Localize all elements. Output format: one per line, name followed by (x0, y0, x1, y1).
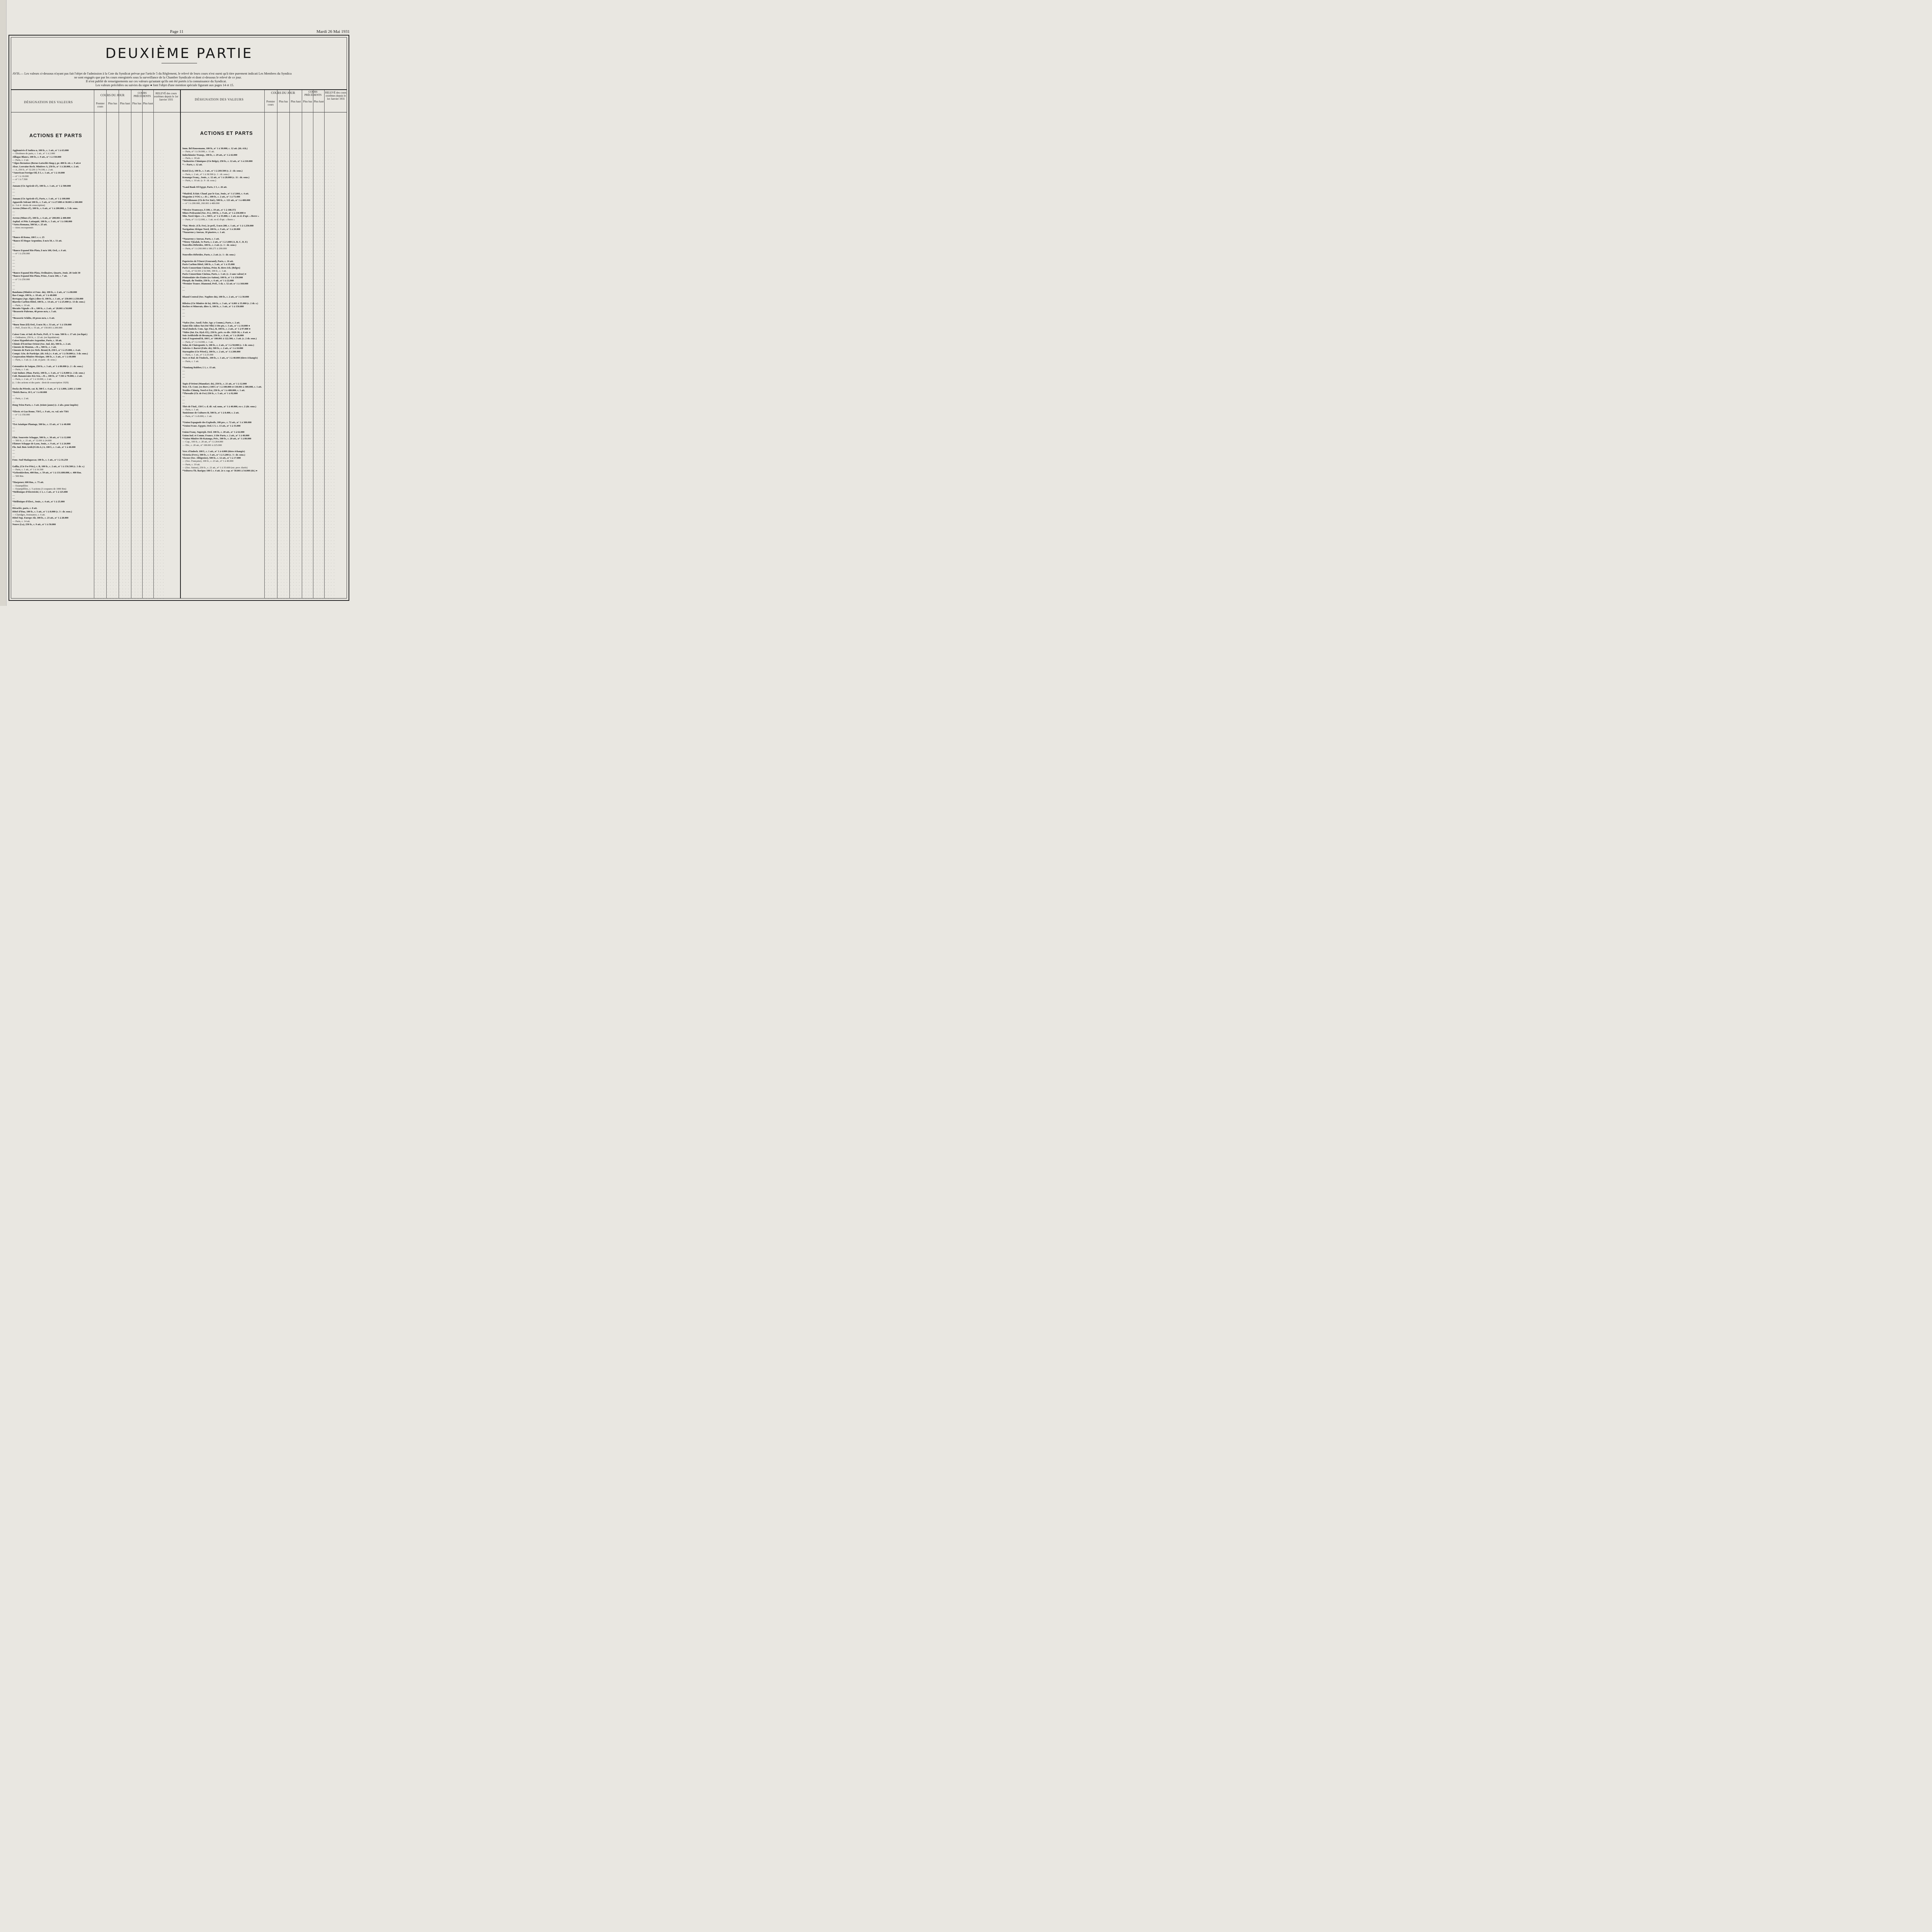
listing-row: — (12, 246, 15, 249)
listing-row: — (182, 373, 185, 376)
listing-row: *Electr. et Gaz Rome, 750 l., c. 9 att., ex. val. née 7501 (12, 410, 69, 413)
section-title-right: ACTIONS ET PARTS (200, 131, 253, 136)
listing-row: — titres recoupennés (12, 226, 34, 230)
listing-row: Hôtel Sup. Europe Alt, 100 fr., c. 23 att., n° 1 à 28.000 (12, 517, 68, 520)
listing-row: Caisse Hypothécaire Argentine, Parts, c. 18 att. (12, 339, 62, 342)
listing-row (182, 257, 264, 260)
cours-du-jour-header: COURS DU JOUR (100, 94, 125, 97)
listing-row: Thés de l'Ind., 150 f. s. d. dé. val. nom., n° 1 à 40.000, ex-c. 2 (dr. sous.) (182, 405, 257, 408)
notice-line: AVIS.— Les valeurs ci-dessous n'ayant pas fait l'objet de l'admission à la Cote du Syndicat prévue par l'article 5 du Règlement, le relevé de leurs cours n'est ourni qu'à titre purement indicati Les Membres du Syndica (12, 72, 292, 75)
listing-row (12, 384, 94, 388)
listing-row: — (182, 289, 185, 292)
listing-row: — (182, 311, 185, 315)
cours-precedents-header-right: COURS PRÉCÉDENTS (304, 90, 322, 97)
dot-leader: · · · · · · · · · · · · · · · · · · · · · · · · · · · · · · · · · · · · · · · · · · · · · · · · · · · · · · · · · · · · · · · · · · · · · · · · · · · · · · · · · · · · · · · · · · · · · · · · · · · · · · · · · · · · · · · · · · · · · · · · · · · · · · · · · · · · · · · · · · · · · · · · · · · · · · · · · · · · · · · · · · · · · · · · · · · · · · · · · · · · · · · · · · · · · · · · · · · · · · · · · · · · · · · · · · · · · · · · · · · · · · · · · · · · · · · · · · · · · · · · · · · · · · · · · · · · · · · · · · · · · · · · · · · · · · · · · · · · · · · · · · · · · · · · · · · · · · · · · · · · · · · · · · · · · · · · · · · · · · · · · · · · · · · · · · · · · · · · · · · · · · · · · · · · · · · · · · · · · · · · · · · · · · · · · · · · · · · · · · · · · · · · · · · · · · · · · · · · · · · · · · · · · · · · · · · · · · · · · · · · · · · · · · · · · · · · · · · · · · · · · · · · · · · · · · · · · · · · · · · · · · · · · · · · · · · · · · · · · · · · · · · · · · · · · · · · · · · · · · · · · · · · · · · · · · · · · · · · · · · · · · · · · · · · · · · · · · · · · · · · · · · · · · · · · · · · · · · · · · · · (303, 150, 313, 600)
notice-block (12, 72, 347, 87)
listing-row: Gallia, (Cie Fse Pétr.), c. B, 100 fr., c. 2 att., n° 1 à 156.500 (c. 1 dr. s.) (12, 465, 85, 468)
listing-row: — Parts, n° 1 à 12.000, c. 1 att. ex-d. d'opt. « Berre » (182, 218, 235, 221)
binding-margin (0, 0, 7, 606)
listing-row: Soie Artificielle de Besançon, 250 fr., c. 8 att., n° 1 à 28.000 (182, 334, 244, 337)
listing-row: Solar, de Clairegoutte A, 100 fr., c. 2 att., n° 1 à 50.000 (c. 1 dr. sous.) (182, 344, 254, 347)
issue-date: Mardi 26 Mai 1931 (316, 29, 350, 34)
listing-row: Mines Pedrazzini (Soc. Fr.), 100 fr., c. 9 att., n° 1 à 230.000 ● (182, 211, 246, 214)
dot-leader: · · · · · · · · · · · · · · · · · · · · · · · · · · · · · · · · · · · · · · · · · · · · · · · · · · · · · · · · · · · · · · · · · · · · · · · · · · · · · · · · · · · · · · · · · · · · · · · · · · · · · · · · · · · · · · · · · · · · · · · · · · · · · · · · · · · · · · · · · · · · · · · · · · · · · · · · · · · · · · · · · · · · · · · · · · · · · · · · · · · · · · · · · · · · · · · · · · · · · · · · · · · · · · · · · · · · · · · · · · · · · · · · · · · · · · · · · · · · · · · · · · · · · · · · · · · · · · · · · · · · · · · · · · · · · · · · · · · · · · · · · · · · · · · · · · · · · · · · · · · · · · · · · · · · · · · · · · · · · · · · · · · · · · · · · · · · · · · · · · · · · · · · · · · · · · · · · · · · · · · · · · · · · · · · · · · · · · · · · · · · · · · · · · · · · · · · · · · · · · · · · · · · · · · · · · · · · · · · · · · · · · · · · · · · · · · · · · · · · · · · · · · · · · · · · · · · · · · · · · · · · · · · · · · · · · · · · · · · · · · · · · · · · · · · · · · · · · · · · · · · · · · · · · · · · · · · · · · · · · · · · · · · · · · · · · · · · · · · · · · · · · · · · · · · · · · · · · · · · · · · (119, 150, 130, 600)
listing-row: — (182, 376, 185, 379)
listing-row: *Banco Espanol Rio Plata, $ m/n 100, Ord., c. 6 att. (12, 249, 66, 252)
listing-row: Starnaphte (Cie Pétrol.), 100 fr., c. 2 att., n° 1 à 200.000 (182, 350, 241, 353)
dot-leader: · · · · · · · · · · · · · · · · · · · · · · · · · · · · · · · · · · · · · · · · · · · · · · · · · · · · · · · · · · · · · · · · · · · · · · · · · · · · · · · · · · · · · · · · · · · · · · · · · · · · · · · · · · · · · · · · · · · · · · · · · · · · · · · · · · · · · · · · · · · · · · · · · · · · · · · · · · · · · · · · · · · · · · · · · · · · · · · · · · · · · · · · · · · · · · · · · · · · · · · · · · · · · · · · · · · · · · · · · · · · · · · · · · · · · · · · · · · · · · · · · · · · · · · · · · · · · · · · · · · · · · · · · · · · · · · · · · · · · · · · · · · · · · · · · · · · · · · · · · · · · · · · · · · · · · · · · · · · · · · · · · · · · · · · · · · · · · · · · · · · · · · · · · · · · · · · · · · · · · · · · · · · · · · · · · · · · · · · · · · · · · · · · · · · · · · · · · · · · · · · · · · · · · · · · · · · · · · · · · · · · · · · · · · · · · · · · · · · · · · · · · · · · · · · · · · · · · · · · · · · · · · · · · · · · · · · · · · · · · · · · · · · · · · · · · · · · · · · · · · · · · · · · · · · · · · · · · · · · · · · · · · · · · · · · · · · · · · · · · · · · · · · · · · · · · · · · · · · · · · · (290, 150, 301, 600)
listing-row: *Alpes Bernoises (Berne-Lœtschb-Simp.), pr. 400 fr. ett. c. 9 att.● (12, 162, 81, 165)
listing-row: — (182, 308, 185, 311)
releve-header-right: RELEVÉ des cours extrêmes depuis le 1er Janvier 1931 (325, 91, 347, 100)
listing-row: — Parts, c. 2 att. (12, 159, 29, 162)
listing-row: *Méridionaux (Ch de Fer Ital.), 500 fr., c. 121 att., n° 1 à 480.000 (182, 199, 250, 202)
listing-row: — (182, 286, 185, 289)
listing-row: — Parts, n° 1 à 8.000, c. 1 att. (182, 415, 212, 418)
designation-header-right: DÉSIGNATION DES VALEURS (195, 97, 244, 101)
listing-row (12, 407, 94, 410)
dot-leader: · · · · · · · · · · · · · · · · · · · · · · · · · · · · · · · · · · · · · · · · · · · · · · · · · · · · · · · · · · · · · · · · · · · · · · · · · · · · · · · · · · · · · · · · · · · · · · · · · · · · · · · · · · · · · · · · · · · · · · · · · · · · · · · · · · · · · · · · · · · · · · · · · · · · · · · · · · · · · · · · · · · · · · · · · · · · · · · · · · · · · · · · · · · · · · · · · · · · · · · · · · · · · · · · · · · · · · · · · · · · · · · · · · · · · · · · · · · · · · · · · · · · · · · · · · · · · · · · · · · · · · · · · · · · · · · · · · · · · · · · · · · · · · · · · · · · · · · · · · · · · · · · · · · · · · · · · · · · · · · · · · · · · · · · · · · · · · · · · · · · · · · · · · · · · · · · · · · · · · · · · · · · · · · · · · · · · · · · · · · · · · · · · · · · · · · · · · · · · · · · · · · · · · · · · · · · · · · · · · · · · · · · · · · · · · · · · · · · · · · · · · · · · · · · · · · · · · · · · · · · · · · · · · · · · · · · · · · · · · · · · · · · · · · · · · · · · · · · · · · · · · · · · · · · · · · · · · · · · · · · · · · · · · · · · · · · · · · · · · · · · · · · · · · · · · · · · · · · · · · · (95, 150, 105, 600)
listing-row: *Buen Tono (El) Ord., $ m/n 50, c. 53 att., n° 1 à 150.000 (12, 323, 72, 326)
listing-row: Verr. d'Indoch. 100 f., c. 1 att., n° 1 à 4.000 (titres échangés) (182, 450, 245, 453)
notice-line: Il n'est publié de renseignements sur ces valeurs qu'autant qu'ils ont été portés à la connaissance du Syndicat. (86, 80, 227, 83)
listing-row (12, 478, 94, 481)
listing-row: *Industries Chimiques (Cie Belge), 250 fr., c. 12 att., n° 1 à 210.000 (182, 160, 253, 163)
listing-row: — Parts, n° 1 à 260.000 à 180.271 à 290.000 (182, 247, 227, 250)
listing-row: — (182, 427, 185, 430)
listing-row: Asphal. et Pétr. Lattaquié, 100 fr., c. 5 att., n° 1 à 108.000 (12, 220, 72, 223)
listing-row (182, 205, 264, 208)
listing-row: — (12, 420, 15, 423)
listing-row: Phosph. du Tonkin, 250 fr., c. 6 att., n° 1 à 22.000 (182, 279, 234, 282)
listing-row: *Est Asiatique Plantage, 500 kr., c. 15 att., n° 1 à 40.000 (12, 423, 71, 426)
listing-row: Cuir Indust. (Man. Paris), 100 fr., c. 3 att., n° 1 à 8.000 (c. 2 dr. sous.) (12, 371, 85, 374)
listing-row: *Nieuw Tjisalak, 5e Parts, c. 2 att., n° 1 à 3.000 (A, B, C, D, E) (182, 240, 248, 243)
listing-row: *Nat. Mexic. (Ch. Fer), 2e préf., $ m/n 200, c. 1 att., n° 1 à 1.250.000 (182, 224, 254, 228)
listing-row: Victoria (Ferr.), 500 fr., c. 5 att., n° 1 à 3.200 (c. 3 : dr. sous.) (182, 453, 245, 456)
listing-row: — (12, 281, 15, 284)
listing-row: — (12, 287, 15, 291)
listing-row: — n° 1 à 150.000 (12, 413, 30, 417)
listing-row: — (12, 429, 15, 432)
listing-row (182, 167, 264, 170)
listing-row: Kotol (Le), 100 fr., c. 3 att., n° 1 à 269.500 (c. 2 : dr. sous.) (182, 170, 243, 173)
listing-row: — Parts, c. 1 att. (182, 408, 199, 411)
listing-row (182, 292, 264, 295)
prec-plus-haut-header-right: Plus haut (314, 100, 324, 103)
listing-row (182, 250, 264, 253)
col-rule (106, 90, 107, 599)
listing-row: *Union Franc. Egypte, Ord. £ 5. c. 13 att., n° 1 à 35.000 (182, 424, 241, 427)
listing-row: Corporation Minière Mexique, 100 fr., c. 3 att., n° 1 à 60.000 (12, 355, 76, 358)
listing-row (182, 183, 264, 186)
listing-row: *Thessalie (Ch. de Fer) 250 fr., c. 5 att., n° 1 à 92.000 (182, 392, 238, 395)
listing-row: — (182, 395, 185, 398)
designation-header: DÉSIGNATION DES VALEURS (24, 100, 73, 104)
listing-row: Imm. Bd Haussmann, 100 fr., n° 1 à 30.000, c. 12 att. (tit. éch.) (182, 147, 248, 150)
listing-row: Nouvelles-Hébrides, Parts, c. 2 att. (c. 1 : dr. sous.) (182, 253, 235, 257)
listing-row: — (12, 449, 15, 452)
notice-line: Les valeurs précédées ou suivies du signe ● font l'objet d'une mention spéciale figurant aux pages 14 et 15. (95, 83, 234, 87)
prec-plus-bas-header: Plus bas (132, 102, 141, 105)
listing-row: Tunisienne de Cultures B, 500 fr., n° 1 à 8.400, c. 2 att. (182, 412, 240, 415)
page-title: DEUXIÈME PARTIE (105, 46, 253, 61)
listing-row (182, 318, 264, 321)
listing-row (182, 418, 264, 421)
listing-row: (c. 3 et 4 : droits de souscription) (12, 204, 45, 207)
listing-row: — (12, 213, 15, 216)
listing-row: — Parts, c. 19 att. (182, 463, 200, 466)
listing-row: Nouvelles-Hébrides, 100 fr., c. 2 att. (c. 1 : dr. sous.) (182, 244, 236, 247)
listing-row: — Parts, c. 18 att. (182, 157, 200, 160)
listing-row: — Parts, c. 2 att., n° 1 à 38.500 (c. 1 : dr. sous.) (182, 173, 230, 176)
listing-row: — (182, 369, 185, 372)
listing-row (12, 433, 94, 436)
col-rule (142, 90, 143, 599)
listing-row: Min. Nord Alpes « A », 500 f., n° 1 à 35.000, c. 1 att. ex-d. d'opt. « Berre » (182, 215, 259, 218)
listing-row: — (12, 455, 15, 458)
listing-row: Bertagna (Agr. Algér.) dites O, 100 fr., c. 1 att., n° 250.001 à 250.000 (12, 297, 83, 300)
listing-row: — (12, 255, 15, 259)
col-rule (153, 90, 154, 599)
listing-row: — (12, 242, 15, 245)
listing-row: Paris-Consortium Cinéma, Prior. B, titres éch. (Belges) (182, 266, 240, 269)
listing-row: — Parts, c. 1 att., n° 1 à 16.500 (12, 468, 44, 471)
listing-row: Soie d'Argenteuil B, 100 f., n° 100.001 à 122.500, c. 3 att. (c. 2 dr. sous.) (182, 337, 257, 340)
listing-row: — n° 3 à 250.000 (12, 278, 30, 281)
listing-row: Rhand Central (Soc. Naphtes du), 100 fr., c. 2 att., n° 1 à 30.000 (182, 295, 249, 298)
listing-row (12, 330, 94, 333)
listing-row: — (Soc. Française), 100 fr., c. 23 att., n° 1 à 40.000 (182, 460, 233, 463)
col-rule (289, 90, 290, 599)
listing-row: *Nazareno y Anexas, 10 piastres, c. 1 att. (182, 231, 225, 234)
dot-leader: · · · · · · · · · · · · · · · · · · · · · · · · · · · · · · · · · · · · · · · · · · · · · · · · · · · · · · · · · · · · · · · · · · · · · · · · · · · · · · · · · · · · · · · · · · · · · · · · · · · · · · · · · · · · · · · · · · · · · · · · · · · · · · · · · · · · · · · · · · · · · · · · · · · · · · · · · · · · · · · · · · · · · · · · · · · · · · · · · · · · · · · · · · · · · · · · · · · · · · · · · · · · · · · · · · · · · · · · · · · · · · · · · · · · · · · · · · · · · · · · · · · · · · · · · · · · · · · · · · · · · · · · · · · · · · · · · · · · · · · · · · · · · · · · · · · · · · · · · · · · · · · · · · · · · · · · · · · · · · · · · · · · · · · · · · · · · · · · · · · · · · · · · · · · · · · · · · · · · · · · · · · · · · · · · · · · · · · · · · · · · · · · · · · · · · · · · · · · · · · · · · · · · · · · · · · · · · · · · · · · · · · · · · · · · · · · · · · · · · · · · · · · · · · · · · · · · · · · · · · · · · · · · · · · · · · · · · · · · · · · · · · · · · · · · · · · · · · · · · · · · · · · · · · · · · · · · · · · · · · · · · · · · · · · · · · · · · · · · · · · · · · · · · · · · · · · · · · · · · · · (278, 150, 288, 600)
listing-row: — (12, 194, 15, 197)
listing-row: Arrens (Mines d'), 100 fr., c. 6 att., n° 200.001 à 400.000 (12, 217, 71, 220)
listing-row: *Banco Espanol Rio Plata, Prior., $ m/n 100, c. 7 att. (12, 275, 68, 278)
listing-row: *American Foreign Oil, $ 5, c. 1 att., n° 1 à 10.000 (12, 172, 65, 175)
listing-row: Tapis d'Orient (Manufact. de), 250 fr., c. 21 att., n° 1 à 12.000 (182, 383, 247, 386)
listing-row: Bandama (Minière et Fonc. du), 100 fr., c. 2 att., n° 1 à 88.000 (12, 291, 77, 294)
listing-row: — 500 fr., c. 21 att., n° 12.001 à 24.000 (12, 439, 52, 442)
listing-row: Annam (Cie Agricole d'), Parts, c. 1 att., n° 1 à 100.000 (12, 197, 70, 201)
listing-row: Ciments de Monton, « B », 500 fr., c. 1 att. (12, 345, 57, 349)
listing-row: — Ordinaires, 250 fr., c. 22 att. (en liquidation) (12, 336, 60, 339)
listing-row (182, 221, 264, 224)
listing-row: — (12, 259, 15, 262)
listing-row: — (12, 268, 15, 271)
listing-row: Agglomérés d'Anthra n, 100 fr., c. 1 att., n° 1 à 63.000 (12, 149, 69, 152)
listing-row: Ciments de Paris (ex-Web. Bront) B, 250 f., n° 1 à 25.000, c. 4 att. (12, 349, 81, 352)
prec-plus-bas-header-right: Plus bas (303, 100, 312, 103)
listing-row: Union Ind. et Comm. France, 1/10e Parts, c. 2 att., n° 1 à 40.000 (182, 434, 250, 437)
listing-row: (c. 1 des actions et des parts : droit de souscription 1929) (12, 381, 69, 384)
listing-row: Papeteries de l'Ouest (Gourand), Parts, c. 16 att. (182, 260, 234, 263)
listing-row: — (182, 315, 185, 318)
listing-row: *Astra Romana, 500 lei, c. 25 att. (12, 223, 48, 226)
plus-bas-header: Plus bas (108, 102, 117, 105)
dot-leader: · · · · · · · · · · · · · · · · · · · · · · · · · · · · · · · · · · · · · · · · · · · · · · · · · · · · · · · · · · · · · · · · · · · · · · · · · · · · · · · · · · · · · · · · · · · · · · · · · · · · · · · · · · · · · · · · · · · · · · · · · · · · · · · · · · · · · · · · · · · · · · · · · · · · · · · · · · · · · · · · · · · · · · · · · · · · · · · · · · · · · · · · · · · · · · · · · · · · · · · · · · · · · · · · · · · · · · · · · · · · · · · · · · · · · · · · · · · · · · · · · · · · · · · · · · · · · · · · · · · · · · · · · · · · · · · · · · · · · · · · · · · · · · · · · · · · · · · · · · · · · · · · · · · · · · · · · · · · · · · · · · · · · · · · · · · · · · · · · · · · · · · · · · · · · · · · · · · · · · · · · · · · · · · · · · · · · · · · · · · · · · · · · · · · · · · · · · · · · · · · · · · · · · · · · · · · · · · · · · · · · · · · · · · · · · · · · · · · · · · · · · · · · · · · · · · · · · · · · · · · · · · · · · · · · · · · · · · · · · · · · · · · · · · · · · · · · · · · · · · · · · · · · · · · · · · · · · · · · · · · · · · · · · · · · · · · · · · · · · · · · · · · · · · · · · · · · · · · · · · · (143, 150, 153, 600)
dot-leader: · · · · · · · · · · · · · · · · · · · · · · · · · · · · · · · · · · · · · · · · · · · · · · · · · · · · · · · · · · · · · · · · · · · · · · · · · · · · · · · · · · · · · · · · · · · · · · · · · · · · · · · · · · · · · · · · · · · · · · · · · · · · · · · · · · · · · · · · · · · · · · · · · · · · · · · · · · · · · · · · · · · · · · · · · · · · · · · · · · · · · · · · · · · · · · · · · · · · · · · · · · · · · · · · · · · · · · · · · · · · · · · · · · · · · · · · · · · · · · · · · · · · · · · · · · · · · · · · · · · · · · · · · · · · · · · · · · · · · · · · · · · · · · · · · · · · · · · · · · · · · · · · · · · · · · · · · · · · · · · · · · · · · · · · · · · · · · · · · · · · · · · · · · · · · · · · · · · · · · · · · · · · · · · · · · · · · · · · · · · · · · · · · · · · · · · · · · · · · · · · · · · · · · · · · · · · · · · · · · · · · · · · · · · · · · · · · · · · · · · · · · · · · · · · · · · · · · · · · · · · · · · · · · · · · · · · · · · · · · · · · · · · · · · · · · · · · · · · · · · · · · · · · · · · · · · · · · · · · · · · · · · · · · · · · · · · · · · · · · · · · · · · · · · · · · · · · · · · · · · · (325, 150, 335, 600)
listing-row: — Parts, c. 1 att. (182, 360, 199, 363)
listing-row: Héraclée, parts, c. 8 att. (12, 507, 37, 510)
right-listing (182, 147, 264, 473)
listing-row: *Mexico Tramways, $ 100, c. 19 att., n° 1 à 108.372 (182, 208, 236, 211)
listing-row: — (12, 188, 15, 191)
listing-row (182, 234, 264, 237)
listing-row: — n° 1 à 7.500 (12, 178, 27, 181)
table-top-rule (11, 89, 347, 90)
dot-leader: · · · · · · · · · · · · · · · · · · · · · · · · · · · · · · · · · · · · · · · · · · · · · · · · · · · · · · · · · · · · · · · · · · · · · · · · · · · · · · · · · · · · · · · · · · · · · · · · · · · · · · · · · · · · · · · · · · · · · · · · · · · · · · · · · · · · · · · · · · · · · · · · · · · · · · · · · · · · · · · · · · · · · · · · · · · · · · · · · · · · · · · · · · · · · · · · · · · · · · · · · · · · · · · · · · · · · · · · · · · · · · · · · · · · · · · · · · · · · · · · · · · · · · · · · · · · · · · · · · · · · · · · · · · · · · · · · · · · · · · · · · · · · · · · · · · · · · · · · · · · · · · · · · · · · · · · · · · · · · · · · · · · · · · · · · · · · · · · · · · · · · · · · · · · · · · · · · · · · · · · · · · · · · · · · · · · · · · · · · · · · · · · · · · · · · · · · · · · · · · · · · · · · · · · · · · · · · · · · · · · · · · · · · · · · · · · · · · · · · · · · · · · · · · · · · · · · · · · · · · · · · · · · · · · · · · · · · · · · · · · · · · · · · · · · · · · · · · · · · · · · · · · · · · · · · · · · · · · · · · · · · · · · · · · · · · · · · · · · · · · · · · · · · · · · · · · · · · · · · · · (314, 150, 324, 600)
listing-row: Cult. Bananeraies Kis-Sen, « B », 100 fr., n° 7.501 à 70.000, c. 2 att. (12, 375, 83, 378)
section-title-left: ACTIONS ET PARTS (29, 133, 82, 138)
listing-row: Fonc. Sud Madagascar, 100 fr., c. 1 att., n° 1 à 16.250 (12, 459, 68, 461)
center-rule (180, 89, 181, 599)
listing-row: — Claridges, Jouissance, c. 6 att. (12, 513, 46, 516)
listing-row: Saint-Elie Adieu-Tat (Sté Nlle) 1/10e pts, c. 5 att., n° 1 à 10.000 ● (182, 324, 250, 327)
releve-header: RELEVÉ des cours extrêmes depuis le 1er Janvier 1931 (154, 92, 179, 101)
listing-row: *Dolck Barca, 10 £, n° 1 à 60.000 (12, 391, 47, 394)
listing-row: Alllagas Blancs, 100 fr., c. 9 att., n° 1 à 150.000 (12, 155, 61, 158)
listing-row: — (12, 284, 15, 287)
listing-row: Textiles Chimiq. Nord et Est, 250 fr., n° 1 à 400.000, c. 1 att. (182, 389, 245, 392)
listing-row: Hôtel d'léna, 100 fr., c. 5 att., n° 1 à 8.000 (c. 3 : dr. sous.) (12, 510, 72, 513)
dot-leader: · · · · · · · · · · · · · · · · · · · · · · · · · · · · · · · · · · · · · · · · · · · · · · · · · · · · · · · · · · · · · · · · · · · · · · · · · · · · · · · · · · · · · · · · · · · · · · · · · · · · · · · · · · · · · · · · · · · · · · · · · · · · · · · · · · · · · · · · · · · · · · · · · · · · · · · · · · · · · · · · · · · · · · · · · · · · · · · · · · · · · · · · · · · · · · · · · · · · · · · · · · · · · · · · · · · · · · · · · · · · · · · · · · · · · · · · · · · · · · · · · · · · · · · · · · · · · · · · · · · · · · · · · · · · · · · · · · · · · · · · · · · · · · · · · · · · · · · · · · · · · · · · · · · · · · · · · · · · · · · · · · · · · · · · · · · · · · · · · · · · · · · · · · · · · · · · · · · · · · · · · · · · · · · · · · · · · · · · · · · · · · · · · · · · · · · · · · · · · · · · · · · · · · · · · · · · · · · · · · · · · · · · · · · · · · · · · · · · · · · · · · · · · · · · · · · · · · · · · · · · · · · · · · · · · · · · · · · · · · · · · · · · · · · · · · · · · · · · · · · · · · · · · · · · · · · · · · · · · · · · · · · · · · · · · · · · · · · · · · · · · · · · · · · · · · · · · · · · · · · · (265, 150, 276, 600)
listing-row: Docks du Pétrole, cat. B, 500 f. c. 4 att., n° 1 à 1.800, 2.801 à 5.000 (12, 388, 81, 391)
listing-row: — Parts, c. 3 att. (c. 2 att. et parts : dr. sous.) (12, 359, 56, 362)
listing-row: — Parts, n° 1 à 30.000, c. 11 att. (182, 150, 215, 153)
listing-row: Compt. Gén. de Participe. (tit. éch.) c. 4 att., n° 1 à 50.000 (c. 3 dr. sous.) (12, 352, 88, 355)
plus-bas-header-right: Plus bas (279, 100, 288, 103)
listing-row: *Hellénique d'Elect., Jouis., c. 4 att., n° 1 à 25.000 (12, 500, 65, 503)
listing-row: Kouango Franç., Jouis., c. 12 att., n° 1 à 28.000 (c. 11 : dr. sous.) (182, 176, 250, 179)
listing-row: *Voltorra Th. Barigoy 100 f. c. 4 att. 2e r. cap. n° 50.001 à 54.000 (tit.) ● (182, 469, 258, 473)
listing-row: Roches et Minerais, dites A, 100 fr., c. 3 att., n° 1 à 150.000 (182, 305, 244, 308)
listing-row: — 500 Rm. (12, 474, 24, 478)
listing-row (12, 462, 94, 465)
listing-row: — (Soc. Suisse), 250 fr., c. 21 att., n° 1 à 35.600 (est. prov. durée) (182, 466, 248, 469)
dot-leader: · · · · · · · · · · · · · · · · · · · · · · · · · · · · · · · · · · · · · · · · · · · · · · · · · · · · · · · · · · · · · · · · · · · · · · · · · · · · · · · · · · · · · · · · · · · · · · · · · · · · · · · · · · · · · · · · · · · · · · · · · · · · · · · · · · · · · · · · · · · · · · · · · · · · · · · · · · · · · · · · · · · · · · · · · · · · · · · · · · · · · · · · · · · · · · · · · · · · · · · · · · · · · · · · · · · · · · · · · · · · · · · · · · · · · · · · · · · · · · · · · · · · · · · · · · · · · · · · · · · · · · · · · · · · · · · · · · · · · · · · · · · · · · · · · · · · · · · · · · · · · · · · · · · · · · · · · · · · · · · · · · · · · · · · · · · · · · · · · · · · · · · · · · · · · · · · · · · · · · · · · · · · · · · · · · · · · · · · · · · · · · · · · · · · · · · · · · · · · · · · · · · · · · · · · · · · · · · · · · · · · · · · · · · · · · · · · · · · · · · · · · · · · · · · · · · · · · · · · · · · · · · · · · · · · · · · · · · · · · · · · · · · · · · · · · · · · · · · · · · · · · · · · · · · · · · · · · · · · · · · · · · · · · · · · · · · · · · · · · · · · · · · · · · · · · · · · · · · · · · · (154, 150, 165, 600)
listing-row: Nouve (La), 250 fr., c. 9 att., n° 1 à 50.000 (12, 523, 56, 526)
listing-row: — (12, 503, 15, 507)
listing-row (12, 233, 94, 236)
listing-row: Biscuits Vignals « B », 100 fr., c. 2 att., n° 20.001 à 50.000 (12, 307, 72, 310)
listing-row: — (12, 191, 15, 194)
listing-row: — (12, 262, 15, 265)
listing-row: — (12, 265, 15, 268)
dot-leader: · · · · · · · · · · · · · · · · · · · · · · · · · · · · · · · · · · · · · · · · · · · · · · · · · · · · · · · · · · · · · · · · · · · · · · · · · · · · · · · · · · · · · · · · · · · · · · · · · · · · · · · · · · · · · · · · · · · · · · · · · · · · · · · · · · · · · · · · · · · · · · · · · · · · · · · · · · · · · · · · · · · · · · · · · · · · · · · · · · · · · · · · · · · · · · · · · · · · · · · · · · · · · · · · · · · · · · · · · · · · · · · · · · · · · · · · · · · · · · · · · · · · · · · · · · · · · · · · · · · · · · · · · · · · · · · · · · · · · · · · · · · · · · · · · · · · · · · · · · · · · · · · · · · · · · · · · · · · · · · · · · · · · · · · · · · · · · · · · · · · · · · · · · · · · · · · · · · · · · · · · · · · · · · · · · · · · · · · · · · · · · · · · · · · · · · · · · · · · · · · · · · · · · · · · · · · · · · · · · · · · · · · · · · · · · · · · · · · · · · · · · · · · · · · · · · · · · · · · · · · · · · · · · · · · · · · · · · · · · · · · · · · · · · · · · · · · · · · · · · · · · · · · · · · · · · · · · · · · · · · · · · · · · · · · · · · · · · · · · · · · · · · · · · · · · · · · · · · · · · · (107, 150, 117, 600)
listing-row: — (12, 494, 15, 497)
listing-row: Cotonnière de Saïgon, 250 fr., c. 3 att., n° 1 à 80.000 (c. 2 : dr. sous.) (12, 365, 83, 368)
listing-row: *Brasserie Palermo, 40 pesos m/n, c. 5 att. (12, 310, 57, 313)
listing-row: Dong Trieu Parts, c. 3 att. (teinte jaune) (c. 2 abs. pour impôts) (12, 404, 78, 407)
listing-row: — (182, 402, 185, 405)
listing-row: *Premier Transv. Diamond, Préf., 5 sh. c. 52 att. n° 1 à 160.000 (182, 282, 248, 286)
listing-row (182, 189, 264, 192)
plus-haut-header: Plus haut (120, 102, 130, 105)
listing-row: — Estampillées (12, 484, 28, 487)
listing-row: — Parts, c. 2 att. (12, 397, 29, 400)
listing-row: — Parts, c. 14 att. (12, 520, 30, 523)
listing-row: Magasins à VOG s, « B », 100 fr., c. 2 att., n° 1 à 73.400 (182, 196, 240, 199)
listing-row: Flo. Ind. Bois Artif.(F.I.B.A.) A, 100 f., c. 1 att., n° 1 à 48.000 (12, 446, 76, 449)
listing-row: *Safco (Soc. Auxil. Fabr. Agr. y Comm.), Parts, c. 2 att. (182, 321, 240, 324)
listing-row: *Banco di Roma, 100 l. c. c. 25 (12, 236, 44, 239)
listing-row: — Estampillées, c. 5 actions (3 coupures de 1000 Rm) (12, 488, 66, 491)
listing-row: Filature Schappe de Lyon, Jouis., c. 9 att., n° 1 à 24.000 (12, 442, 71, 446)
listing-row: Viscose (Soc. Albigeoise), 500 fr., c. 12 att., n° 1 à 17.000 (182, 457, 241, 459)
listing-row: Indochinoise Transp., 100 fr., c. 29 att., n° 1 à 42.000 (182, 153, 237, 156)
listing-row: — n° 1 à 250.000 (12, 252, 30, 255)
listing-row: *Tamiang Rubber, £ 1, c. 15 att. (182, 366, 216, 369)
listing-row: — Parts, c. 10 att. (12, 304, 30, 307)
listing-row: Chimie d'Extrême-Orient (Soc. Ind. de), 500 fr., c. 2 att. (12, 342, 71, 345)
listing-row: Annam (Cie Agricole d'), 100 fr., c. 1 att., n° 1 à 500.000 (12, 184, 71, 187)
listing-row: — Parts, c. 2 att., n° 1 à 10.000, c. 2 att. (12, 378, 52, 381)
listing-row: *Land Bank Of Egypt, Parts, £ 5, c. 26 att. (182, 186, 227, 189)
listing-row: *Union Minière Ht-Katanga, Priv., 500 fr., c. 20 att., n° 1 à 80.000 (182, 437, 252, 440)
page-number: Page 11 (170, 29, 184, 34)
listing-row: — (12, 210, 15, 213)
listing-row: — Parts, c. 10 att. (c. 9 : dr. sous.) (182, 179, 216, 182)
listing-row: Arrens (Mines d'), 100 fr., c. 6 att., n° 1 à 200.000, c. 5 dr. sous. (12, 207, 78, 210)
listing-row: — (12, 394, 15, 397)
listing-row: — Parts, c. 1 att. (12, 368, 29, 371)
plus-haut-header-right: Plus haut (291, 100, 301, 103)
listing-row: *Brasserie Schiltz, 20 pesos m/n, c. 6 att. (12, 316, 55, 320)
col-rule (324, 90, 325, 599)
listing-row: *Sidro (Int. En. Hyd.-El.), 250 fr., priv. ex-div. 1929-30, c. 8 att. ● (182, 331, 251, 334)
listing-row: — Parts, n° 1 à 14.000, c. 1 att. (182, 340, 214, 344)
listing-row: Text. Cb. Cont. (ex-Borv.) 100 f. n° 1 à 100.000 et 130.001 à 300.000, c. 1 att. (182, 386, 262, 389)
listing-row: — n° 1 à 10.000 (12, 175, 29, 178)
listing-row: *Banco Espanol Rio Plata, Ordinaires, Quarts, Jouis. 20 Août 30 (12, 272, 80, 275)
listing-row: Paris Carlton Hôtel, 100 fr., c. 5 att., n° 1 à 35.000 (182, 263, 235, 266)
listing-row: — A, 250 fr., n° 32.201 à 74.100, c. 2 att. (12, 168, 53, 172)
listing-row: *Banco El Hogar Argentino, $ m/n 50, c. 51 att. (12, 239, 62, 242)
listing-row (182, 299, 264, 302)
notice-line: ne sont engagés que par les cours enregistrés sous la surveillance de la Chambre Syndicale et dont ci-dessous le relevé de ce jour. (74, 76, 242, 79)
listing-row: — (12, 400, 15, 403)
premier-cours-header: Premier cours (96, 102, 105, 108)
listing-row: — (12, 452, 15, 455)
listing-row: Sucr. et Raf. de l'Indoch., 100 fr., c. 1 att., n° 1 à 40.000 (titres échangés) (182, 357, 258, 360)
listing-row: — (12, 417, 15, 420)
listing-row (182, 379, 264, 383)
listing-row (182, 363, 264, 366)
listing-row: *Madrid, Eclair. Chauf. par le Gaz, Jouis., n° 1 à 5.866, c. 4 att. (182, 192, 249, 195)
listing-row: — (12, 426, 15, 429)
listing-row: Appareils Solraut 100 fr., c. 5 att., n° 1 à 27.000 et 30.001 à 100.000 (12, 201, 83, 204)
listing-row: *Harpener, 600 Rm., c. 75 att. (12, 481, 44, 484)
listing-row: *Gelsenkirchen, 400 Rm., c. 59 att., n° 1 à 131.600.000, c. 400 Rm. (12, 471, 82, 474)
listing-row: — n° 1 à 200.000, 260.001 à 480.000 (182, 202, 220, 205)
listing-row: — (12, 230, 15, 233)
premier-cours-header-right: Premier cours (266, 100, 275, 106)
listing-row: — (12, 497, 15, 500)
listing-row: — Div., c. 20 att., n° 100.001 à 225.000 (182, 444, 222, 447)
listing-row: — 5 att., n° 52.501 à 52.500, 100 fr., c. 1 att. (182, 270, 227, 273)
listing-row: — Dixièmes de parts, c. 1 att., n° 1 à 2.000 (12, 152, 55, 155)
listing-row: Soleries J. Barret (Fabr. de), 500 fr., c. 2 att., n° 1 à 10.000 (182, 347, 243, 350)
listing-row: — Préf., $ m/n 50, c. 55 att., n° 150.001 à 200.000 (12, 326, 63, 329)
listing-row (12, 362, 94, 365)
listing-row: Filat. Sourrette Schappe, 500 fr., c. 30 att., n° 1 à 12.000 (12, 436, 71, 439)
dot-leader: · · · · · · · · · · · · · · · · · · · · · · · · · · · · · · · · · · · · · · · · · · · · · · · · · · · · · · · · · · · · · · · · · · · · · · · · · · · · · · · · · · · · · · · · · · · · · · · · · · · · · · · · · · · · · · · · · · · · · · · · · · · · · · · · · · · · · · · · · · · · · · · · · · · · · · · · · · · · · · · · · · · · · · · · · · · · · · · · · · · · · · · · · · · · · · · · · · · · · · · · · · · · · · · · · · · · · · · · · · · · · · · · · · · · · · · · · · · · · · · · · · · · · · · · · · · · · · · · · · · · · · · · · · · · · · · · · · · · · · · · · · · · · · · · · · · · · · · · · · · · · · · · · · · · · · · · · · · · · · · · · · · · · · · · · · · · · · · · · · · · · · · · · · · · · · · · · · · · · · · · · · · · · · · · · · · · · · · · · · · · · · · · · · · · · · · · · · · · · · · · · · · · · · · · · · · · · · · · · · · · · · · · · · · · · · · · · · · · · · · · · · · · · · · · · · · · · · · · · · · · · · · · · · · · · · · · · · · · · · · · · · · · · · · · · · · · · · · · · · · · · · · · · · · · · · · · · · · · · · · · · · · · · · · · · · · · · · · · · · · · · · · · · · · · · · · · · · · · · · · · (132, 150, 142, 600)
listing-row: Péninsulaire des Etains (ex-Saïton), 100 fr., n° 1 à 150.000 (182, 276, 243, 279)
listing-row: Paris-Consortium Cinéma, Parts, c. 1 att. (c. 2 sans valeur) ● (182, 273, 247, 276)
listing-row: Caisse Com. et Ind. de Paris, Préf., 6 % cum. 500 fr. c. 17 att. (en liqui.) (12, 333, 87, 336)
col-rule (264, 90, 265, 599)
listing-row (182, 447, 264, 450)
listing-row: — (12, 181, 15, 184)
listing-row: Sicaf (Indoch. Com. Agr. Fin.), B, 100 fr., c. 2 att., n° 1 à 97.000 ● (182, 328, 251, 331)
listing-row: *Nazareno y Anexas, Parts, c. 1 att. (182, 237, 220, 240)
listing-row: Union Franç. Superph. Ord. 100 fr., c. 20 att., n° 1 à 62.000 (182, 431, 245, 434)
listing-row: *Hellénique d'Electricité, £ 1, c. 1 att., n° 1 à 125.000 (12, 491, 68, 494)
listing-row: — (182, 398, 185, 401)
listing-row: *Union Espagnole des Explosifs, 100 pes., c. 72 att., n° 1 à 300.000 (182, 421, 252, 424)
listing-row: — (12, 320, 15, 323)
left-listing (12, 149, 94, 526)
listing-row: *— Parts, c. 12 att. (182, 163, 202, 166)
listing-row: Alsac. Lorraine Rech. Minières A, 250 fr., n° 1 à 28.000, c. 2 att. (12, 165, 79, 168)
listing-row: — Parts, c. 1 att., n° 1 à 25.000 (182, 354, 214, 356)
listing-row: Bas-Congo, 100 fr., c. 18 att., n° 1 à 40.000 (12, 294, 57, 297)
listing-row: Navigation Afrique Nord, 100 fr., c. 9 att., n° 1 à 20.000 (182, 228, 240, 231)
prec-plus-haut-header: Plus haut (143, 102, 153, 105)
cours-precedents-header: COURS PRÉCÉDENTS (133, 92, 151, 98)
listing-row: — (12, 313, 15, 316)
listing-row: Biarritz Carlton Hôtel, 100 fr., c. 14 att., n° 1 à 25.000 (c. 13 dr. sous.) (12, 301, 85, 304)
listing-row: Ribeira (Cie Minière de la), 100 fr., c. 3 att., n° 6.001 à 35.000 (c. 2 dr. s.) (182, 302, 258, 305)
cours-du-jour-header-right: COURS DU JOUR (271, 91, 295, 95)
listing-row: — Cap., 100 fr., c. 20 att., n° 1 à 264.000 (182, 440, 223, 444)
